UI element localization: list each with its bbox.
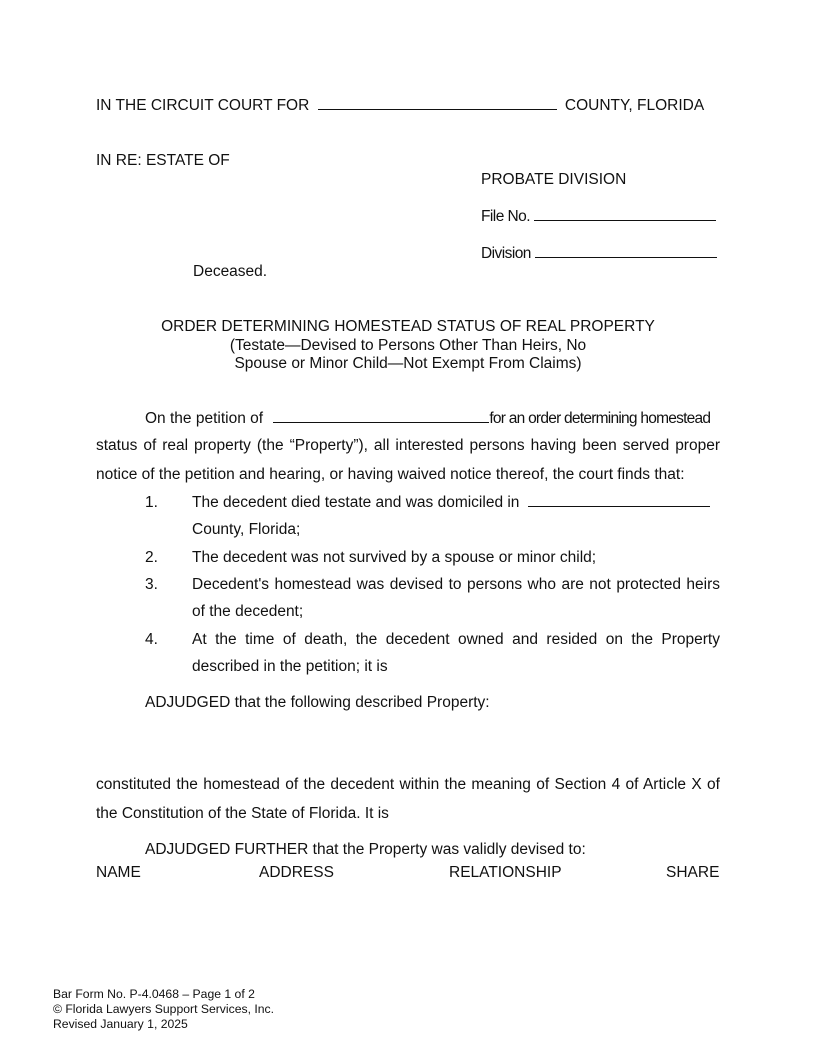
in-re-label: IN RE: ESTATE OF	[96, 152, 230, 169]
paragraph-line-3: notice of the petition and hearing, or having waived notice thereof, the court finds that:	[96, 466, 685, 483]
petition-suffix: for an order determining homestead	[489, 410, 711, 427]
domicile-county-blank[interactable]	[528, 506, 710, 507]
court-header	[96, 97, 704, 115]
constituted-line-2: the Constitution of the State of Florida. It is	[96, 805, 389, 822]
finding-3-line-1: Decedent's homestead was devised to persons who are not protected heirs	[192, 576, 720, 593]
constituted-line-1: constituted the homestead of the decedent within the meaning of Section 4 of Article X of	[96, 776, 720, 793]
order-title: ORDER DETERMINING HOMESTEAD STATUS OF REAL PROPERTY	[161, 318, 655, 335]
copyright: © Florida Lawyers Support Services, Inc.	[53, 1002, 274, 1016]
petition-prefix: On the petition of	[145, 410, 264, 427]
column-header-share: SHARE	[666, 864, 720, 881]
division-field	[481, 245, 717, 263]
finding-number: 3.	[145, 576, 158, 593]
file-no-label: File No.	[481, 208, 531, 225]
court-prefix: IN THE CIRCUIT COURT FOR	[96, 97, 310, 114]
finding-1-text: The decedent died testate and was domiciled in	[192, 494, 520, 511]
finding-4-line-1: At the time of death, the decedent owned and resided on the Property	[192, 631, 720, 648]
finding-number: 1.	[145, 494, 158, 511]
adjudged-further-paragraph: ADJUDGED FURTHER that the Property was validly devised to:	[145, 841, 586, 858]
finding-1-line-1	[192, 494, 710, 512]
court-suffix: COUNTY, FLORIDA	[564, 97, 705, 114]
finding-number: 2.	[145, 549, 158, 566]
order-subtitle-1: (Testate—Devised to Persons Other Than Heirs, No	[229, 337, 587, 354]
probate-division-label: PROBATE DIVISION	[481, 171, 627, 188]
adjudged-paragraph: ADJUDGED that the following described Property:	[145, 694, 490, 711]
file-no-blank[interactable]	[534, 220, 716, 221]
deceased-label: Deceased.	[193, 263, 268, 280]
file-no-field	[481, 208, 716, 226]
form-number: Bar Form No. P-4.0468 – Page 1 of 2	[53, 987, 255, 1001]
order-subtitle-2: Spouse or Minor Child—Not Exempt From Claims)	[234, 355, 582, 372]
revised-date: Revised January 1, 2025	[53, 1017, 188, 1031]
division-blank[interactable]	[535, 257, 717, 258]
finding-number: 4.	[145, 631, 158, 648]
finding-4-line-2: described in the petition; it is	[192, 658, 388, 675]
paragraph-line-2: status of real property (the “Property”), all interested persons having been served proper	[96, 437, 720, 454]
division-field-label: Division	[481, 245, 531, 262]
column-header-name: NAME	[96, 864, 141, 881]
column-header-relationship: RELATIONSHIP	[449, 864, 562, 881]
finding-3-line-2: of the decedent;	[192, 603, 304, 620]
finding-2-line-1: The decedent was not survived by a spouse or minor child;	[192, 549, 597, 566]
county-blank[interactable]	[318, 109, 557, 110]
column-header-address: ADDRESS	[259, 864, 334, 881]
finding-1-line-2: County, Florida;	[192, 521, 301, 538]
petition-line	[145, 410, 710, 428]
petitioner-blank[interactable]	[273, 422, 489, 423]
